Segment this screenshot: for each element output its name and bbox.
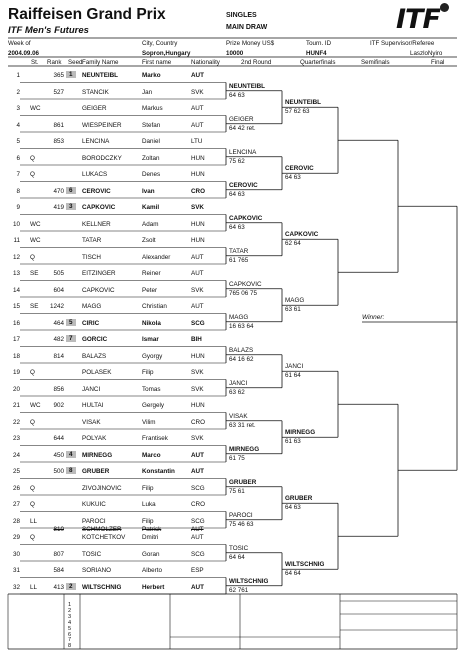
player-family-name: JANCI bbox=[82, 385, 101, 393]
player-first-name: Kamil bbox=[142, 204, 160, 211]
draw-position: 13 bbox=[12, 270, 20, 277]
player-family-name: STANCIK bbox=[82, 88, 109, 96]
player-first-name: Konstantin bbox=[142, 468, 175, 475]
player-first-name: Peter bbox=[142, 286, 158, 294]
seed-index: 3 bbox=[68, 613, 72, 620]
second-round-score: 75 61 bbox=[229, 487, 245, 495]
second-round-score: 64 63 bbox=[229, 190, 245, 198]
player-family-name: GRUBER bbox=[82, 468, 110, 475]
entry-status: WC bbox=[30, 220, 41, 228]
second-round-score: 64 64 bbox=[229, 553, 245, 561]
second-round-score: 75 62 bbox=[229, 157, 245, 165]
second-round-winner: LENCINA bbox=[229, 148, 257, 156]
player-first-name: Ivan bbox=[142, 187, 155, 195]
player-first-name: Filip bbox=[142, 484, 154, 492]
second-round-winner: WILTSCHNIG bbox=[229, 577, 269, 585]
second-round-winner: TOSIC bbox=[229, 544, 249, 552]
replaced-family-name: SCHMOLZER bbox=[82, 525, 122, 533]
player-nationality: SVK bbox=[191, 286, 204, 294]
quarterfinal-winner: CAPKOVIC bbox=[285, 231, 319, 239]
draw-position: 11 bbox=[13, 237, 20, 244]
player-family-name: KELLNER bbox=[82, 220, 111, 228]
second-round-winner: CEROVIC bbox=[229, 181, 258, 189]
player-family-name: CIRIC bbox=[82, 319, 100, 327]
player-first-name: Daniel bbox=[142, 138, 160, 145]
second-round-winner: JANCI bbox=[229, 379, 248, 387]
player-rank: 419 bbox=[53, 204, 64, 211]
quarterfinal-score: 57 62 63 bbox=[285, 108, 310, 116]
quarterfinal-winner: JANCI bbox=[285, 363, 304, 371]
player-family-name: VISAK bbox=[82, 418, 101, 426]
draw-position: 29 bbox=[12, 534, 20, 541]
col-seed: Seed bbox=[68, 59, 83, 66]
player-rank: 853 bbox=[53, 138, 64, 145]
seed-number: 2 bbox=[66, 583, 76, 590]
player-nationality: HUN bbox=[191, 237, 205, 244]
quarterfinal-score: 61 64 bbox=[285, 372, 301, 380]
itf-logo: ITF bbox=[396, 4, 440, 35]
seed-number: 8 bbox=[66, 467, 76, 474]
player-family-name: CEROVIC bbox=[82, 187, 111, 195]
player-first-name: Nikola bbox=[142, 319, 161, 327]
event-name: SINGLES bbox=[226, 12, 257, 19]
seed-number: 3 bbox=[66, 203, 76, 210]
seed-index: 5 bbox=[68, 625, 72, 632]
player-family-name: GEIGER bbox=[82, 105, 107, 112]
prize-value: 10000 bbox=[226, 50, 244, 57]
second-round-winner: TATAR bbox=[229, 247, 249, 255]
draw-position: 32 bbox=[12, 583, 20, 591]
draw-position: 10 bbox=[12, 220, 20, 228]
player-rank: 413 bbox=[53, 583, 64, 591]
player-nationality: SVK bbox=[191, 435, 204, 442]
player-family-name: WILTSCHNIG bbox=[82, 583, 122, 591]
second-round-winner: GRUBER bbox=[229, 478, 257, 486]
entry-status: Q bbox=[30, 484, 35, 492]
seed-index: 2 bbox=[68, 607, 72, 614]
seed-number: 5 bbox=[66, 319, 76, 326]
draw-position: 14 bbox=[12, 286, 20, 294]
entry-status: SE bbox=[30, 303, 39, 310]
entry-status: Q bbox=[30, 154, 35, 162]
tourn-id-label: Tourn. ID bbox=[306, 40, 332, 47]
col-final: Final bbox=[431, 59, 445, 66]
quarterfinal-score: 64 63 bbox=[285, 174, 301, 182]
week-of-label: Week of bbox=[8, 40, 31, 47]
player-nationality: CRO bbox=[191, 187, 205, 195]
player-nationality: AUT bbox=[191, 105, 204, 112]
draw-position: 7 bbox=[16, 171, 20, 178]
player-first-name: Ismar bbox=[142, 336, 159, 343]
draw-position: 28 bbox=[12, 517, 20, 525]
player-first-name: Zsolt bbox=[142, 237, 156, 244]
player-family-name: KUKUIC bbox=[82, 501, 106, 508]
player-first-name: Vilim bbox=[142, 418, 156, 426]
entry-status: Q bbox=[30, 501, 35, 508]
player-first-name: Reiner bbox=[142, 270, 161, 277]
player-family-name: SORIANO bbox=[82, 567, 112, 574]
draw-position: 15 bbox=[12, 303, 20, 310]
col-nationality: Nationality bbox=[191, 59, 220, 66]
draw-position: 23 bbox=[12, 435, 20, 442]
quarterfinal-winner: MIRNEGG bbox=[285, 429, 316, 437]
player-nationality: CRO bbox=[191, 418, 205, 426]
winner-label: Winner: bbox=[362, 314, 385, 321]
player-family-name: TOSIC bbox=[82, 550, 102, 558]
player-nationality: SCG bbox=[191, 484, 205, 492]
tournament-subtitle: ITF Men's Futures bbox=[8, 25, 89, 36]
draw-position: 9 bbox=[16, 204, 20, 211]
draw-position: 16 bbox=[12, 319, 20, 327]
second-round-winner: CAPKOVIC bbox=[229, 280, 262, 288]
tourn-id-value: HUNF4 bbox=[306, 50, 327, 57]
draw-position: 18 bbox=[12, 352, 20, 360]
player-nationality: HUN bbox=[191, 154, 205, 162]
replaced-nationality: AUT bbox=[191, 525, 204, 533]
seed-index: 6 bbox=[68, 631, 72, 638]
col-rank: Rank bbox=[47, 59, 62, 66]
seed-index: 1 bbox=[68, 602, 72, 608]
player-family-name: ZIVOJINOVIC bbox=[82, 484, 122, 492]
player-rank: 856 bbox=[53, 385, 64, 393]
entry-status: LL bbox=[30, 517, 38, 525]
entry-status: WC bbox=[30, 402, 41, 409]
seed-number: 1 bbox=[66, 71, 76, 78]
player-first-name: Zoltan bbox=[142, 154, 160, 162]
quarterfinal-winner: NEUNTEIBL bbox=[285, 99, 322, 107]
player-nationality: HUN bbox=[191, 352, 205, 360]
draw-position: 17 bbox=[12, 336, 20, 343]
player-first-name: Marko bbox=[142, 72, 161, 79]
player-family-name: MIRNEGG bbox=[82, 451, 113, 459]
player-nationality: AUT bbox=[191, 72, 204, 79]
replaced-rank: 810 bbox=[53, 525, 64, 533]
player-nationality: BIH bbox=[191, 336, 202, 343]
player-first-name: Denes bbox=[142, 171, 161, 178]
col-status: St. bbox=[31, 59, 39, 66]
player-family-name: CAPKOVIC bbox=[82, 204, 116, 211]
entry-status: Q bbox=[30, 418, 35, 426]
second-round-winner: VISAK bbox=[229, 412, 248, 420]
player-nationality: AUT bbox=[191, 583, 204, 591]
player-family-name: NEUNTEIBL bbox=[82, 72, 119, 79]
seed-number: 4 bbox=[66, 451, 76, 458]
entry-status: Q bbox=[30, 171, 35, 178]
prize-label: Prize Money US$ bbox=[226, 40, 275, 47]
player-rank: 1242 bbox=[49, 303, 64, 310]
second-round-score: 765 06 75 bbox=[229, 289, 258, 297]
player-family-name: BALAZS bbox=[82, 352, 107, 360]
draw-position: 4 bbox=[16, 121, 20, 129]
player-family-name: HULTAI bbox=[82, 402, 104, 409]
player-family-name: GORCIC bbox=[82, 336, 108, 343]
draw-position: 27 bbox=[12, 501, 20, 508]
player-family-name: PAROCI bbox=[82, 517, 106, 525]
draw-position: 21 bbox=[12, 402, 20, 409]
player-family-name: TATAR bbox=[82, 237, 102, 244]
second-round-winner: MIRNEGG bbox=[229, 445, 260, 453]
player-family-name: EITZINGER bbox=[82, 270, 116, 277]
draw-position: 30 bbox=[12, 550, 20, 558]
player-rank: 527 bbox=[53, 88, 64, 96]
player-family-name: POLYAK bbox=[82, 435, 107, 442]
player-nationality: ESP bbox=[191, 567, 204, 574]
player-rank: 365 bbox=[53, 72, 64, 79]
player-family-name: KOTCHETKOV bbox=[82, 534, 126, 541]
player-rank: 644 bbox=[53, 435, 64, 442]
player-family-name: BORODCZKY bbox=[82, 154, 122, 162]
col-first-name: First name bbox=[142, 59, 172, 66]
second-round-winner: CAPKOVIC bbox=[229, 214, 263, 222]
player-nationality: SVK bbox=[191, 369, 204, 376]
player-first-name: Jan bbox=[142, 88, 153, 96]
city-value: Sopron,Hungary bbox=[142, 50, 191, 57]
player-first-name: Filip bbox=[142, 517, 154, 525]
player-first-name: Gyorgy bbox=[142, 352, 163, 360]
player-rank: 505 bbox=[53, 270, 64, 277]
player-nationality: AUT bbox=[191, 253, 204, 261]
player-first-name: Adam bbox=[142, 220, 159, 228]
draw-position: 19 bbox=[12, 369, 20, 376]
second-round-score: 64 16 62 bbox=[229, 355, 254, 363]
second-round-winner: NEUNTEIBL bbox=[229, 82, 266, 90]
draw-type: MAIN DRAW bbox=[226, 24, 268, 31]
player-nationality: AUT bbox=[191, 303, 204, 310]
entry-status: WC bbox=[30, 105, 41, 112]
quarterfinal-winner: CEROVIC bbox=[285, 165, 314, 173]
entry-status: Q bbox=[30, 534, 35, 541]
player-rank: 584 bbox=[53, 567, 64, 574]
seed-number: 6 bbox=[66, 187, 76, 194]
player-nationality: SVK bbox=[191, 88, 204, 96]
draw-position: 24 bbox=[12, 451, 20, 459]
seed-index: 7 bbox=[68, 637, 72, 644]
second-round-score: 64 63 bbox=[229, 91, 245, 99]
draw-position: 12 bbox=[12, 253, 20, 261]
tournament-title: Raiffeisen Grand Prix bbox=[8, 6, 166, 23]
quarterfinal-score: 63 61 bbox=[285, 306, 301, 314]
col-family-name: Family Name bbox=[82, 59, 119, 66]
player-family-name: CAPKOVIC bbox=[82, 286, 115, 294]
player-rank: 450 bbox=[53, 451, 64, 459]
supervisor-value: LaszloNyiro bbox=[410, 50, 443, 57]
col-quarterfinals: Quarterfinals bbox=[300, 59, 336, 66]
player-family-name: LENCINA bbox=[82, 138, 110, 145]
player-nationality: HUN bbox=[191, 220, 205, 228]
draw-position: 1 bbox=[16, 72, 20, 79]
player-rank: 464 bbox=[53, 319, 64, 327]
draw-position: 22 bbox=[12, 418, 20, 426]
draw-position: 8 bbox=[16, 187, 20, 195]
second-round-winner: MAGG bbox=[229, 313, 249, 321]
second-round-score: 61 75 bbox=[229, 454, 245, 462]
second-round-score: 64 42 ret. bbox=[229, 124, 256, 132]
player-nationality: HUN bbox=[191, 402, 205, 409]
player-nationality: SCG bbox=[191, 517, 205, 525]
second-round-score: 63 62 bbox=[229, 388, 245, 396]
player-rank: 902 bbox=[53, 402, 64, 409]
player-rank: 807 bbox=[53, 550, 64, 558]
second-round-winner: BALAZS bbox=[229, 346, 254, 354]
second-round-winner: PAROCI bbox=[229, 511, 253, 519]
draw-position: 31 bbox=[12, 567, 20, 574]
player-first-name: Tomas bbox=[142, 385, 161, 393]
player-family-name: TISCH bbox=[82, 253, 101, 261]
player-first-name: Christian bbox=[142, 303, 167, 310]
second-round-score: 62 761 bbox=[229, 586, 249, 594]
player-nationality: AUT bbox=[191, 451, 204, 459]
player-rank: 604 bbox=[53, 286, 64, 294]
quarterfinal-winner: GRUBER bbox=[285, 495, 313, 503]
player-family-name: LUKACS bbox=[82, 171, 108, 178]
player-rank: 500 bbox=[53, 468, 64, 475]
city-label: City, Country bbox=[142, 40, 178, 47]
quarterfinal-score: 61 63 bbox=[285, 438, 301, 446]
player-first-name: Dmitri bbox=[142, 534, 159, 541]
second-round-score: 16 63 64 bbox=[229, 322, 254, 330]
player-nationality: SVK bbox=[191, 204, 204, 211]
player-nationality: LTU bbox=[191, 138, 203, 145]
player-nationality: AUT bbox=[191, 468, 204, 475]
seed-index: 4 bbox=[68, 619, 72, 626]
player-family-name: MAGG bbox=[82, 303, 102, 310]
player-rank: 814 bbox=[53, 352, 64, 360]
player-nationality: HUN bbox=[191, 171, 205, 178]
second-round-score: 63 31 ret. bbox=[229, 421, 256, 429]
player-nationality: AUT bbox=[191, 534, 204, 541]
col-semifinals: Semifinals bbox=[361, 59, 390, 66]
second-round-winner: GEIGER bbox=[229, 115, 254, 123]
player-family-name: WIESPEINER bbox=[82, 121, 122, 129]
quarterfinal-score: 64 63 bbox=[285, 504, 301, 512]
player-rank: 482 bbox=[53, 336, 64, 343]
seed-index: 8 bbox=[68, 643, 72, 650]
week-of-value: 2004.09.06 bbox=[8, 50, 39, 57]
second-round-score: 64 63 bbox=[229, 223, 245, 231]
second-round-score: 75 46 63 bbox=[229, 520, 254, 528]
entry-status: SE bbox=[30, 270, 39, 277]
quarterfinal-winner: WILTSCHNIG bbox=[285, 561, 325, 569]
player-rank: 470 bbox=[53, 187, 64, 195]
player-first-name: Markus bbox=[142, 105, 163, 112]
draw-position: 26 bbox=[12, 484, 20, 492]
seed-number: 7 bbox=[66, 335, 76, 342]
player-family-name: POLASEK bbox=[82, 369, 112, 376]
player-first-name: Alexander bbox=[142, 253, 171, 261]
player-first-name: Luka bbox=[142, 501, 156, 508]
quarterfinal-score: 62 64 bbox=[285, 240, 301, 248]
entry-status: Q bbox=[30, 369, 35, 376]
quarterfinal-score: 64 64 bbox=[285, 570, 301, 578]
quarterfinal-winner: MAGG bbox=[285, 297, 305, 305]
entry-status: WC bbox=[30, 237, 41, 244]
supervisor-label: ITF Supervisor/Referee bbox=[370, 40, 435, 47]
player-first-name: Stefan bbox=[142, 121, 161, 129]
player-first-name: Herbert bbox=[142, 583, 165, 591]
player-first-name: Frantisek bbox=[142, 435, 168, 442]
player-nationality: SVK bbox=[191, 385, 204, 393]
draw-position: 6 bbox=[16, 154, 20, 162]
draw-position: 25 bbox=[12, 468, 20, 475]
player-first-name: Filip bbox=[142, 369, 154, 376]
draw-position: 2 bbox=[16, 88, 20, 96]
player-first-name: Gergely bbox=[142, 402, 165, 409]
entry-status: Q bbox=[30, 253, 35, 261]
second-round-score: 61 765 bbox=[229, 256, 249, 264]
replaced-first-name: Patrick bbox=[142, 525, 162, 533]
player-first-name: Goran bbox=[142, 550, 160, 558]
player-nationality: SCG bbox=[191, 319, 205, 327]
player-nationality: CRO bbox=[191, 501, 205, 508]
col-second-round: 2nd Round bbox=[241, 59, 272, 66]
player-rank: 861 bbox=[53, 121, 64, 129]
player-nationality: AUT bbox=[191, 121, 204, 129]
player-nationality: AUT bbox=[191, 270, 204, 277]
draw-position: 5 bbox=[16, 138, 20, 145]
entry-status: LL bbox=[30, 583, 38, 591]
draw-position: 20 bbox=[12, 385, 20, 393]
player-first-name: Marco bbox=[142, 451, 161, 459]
draw-position: 3 bbox=[16, 105, 20, 112]
player-nationality: SCG bbox=[191, 550, 205, 558]
player-first-name: Alberto bbox=[142, 567, 162, 574]
